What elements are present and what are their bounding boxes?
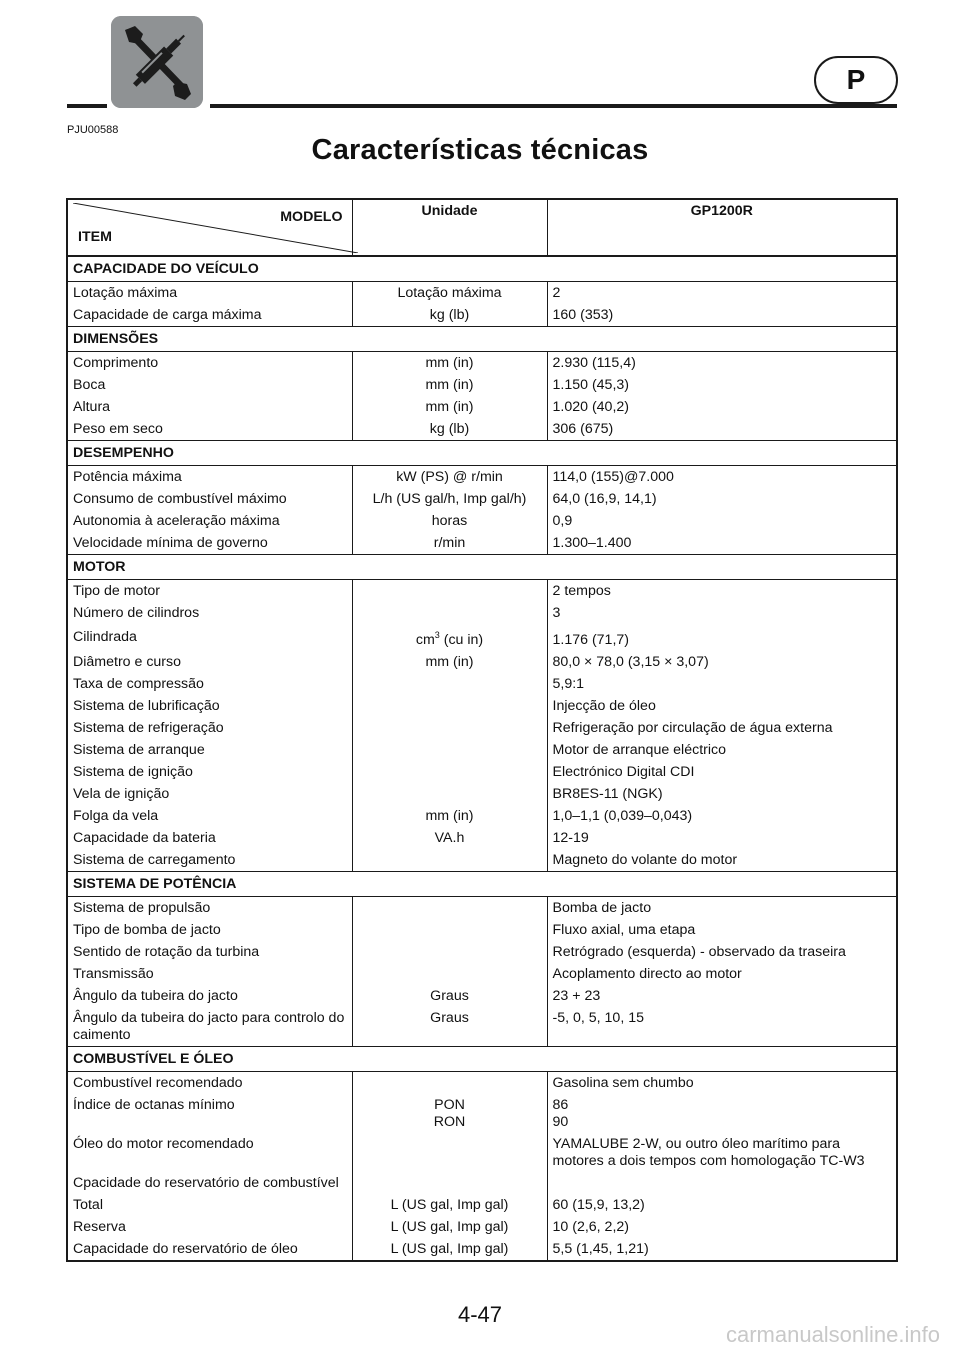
unit-cell: r/min [352, 532, 547, 555]
item-cell: Sistema de propulsão [73, 900, 211, 916]
unit-cell [352, 1172, 547, 1194]
table-row [67, 695, 897, 717]
unit-cell [352, 897, 547, 920]
value-cell: 2.930 (115,4) [552, 355, 636, 371]
unit-rest: (cu in) [439, 632, 484, 648]
unit-cell: kg (lb) [352, 418, 547, 441]
value-cell: Bomba de jacto [552, 900, 652, 916]
value-cell: 160 (353) [552, 307, 614, 323]
table-row [67, 1007, 897, 1047]
item-cell: Ângulo da tubeira do jacto para controlo do caimento [73, 1010, 345, 1043]
section-row [67, 1047, 897, 1072]
table-row [67, 1094, 897, 1133]
spec-table [66, 198, 898, 1262]
section-title: SISTEMA DE POTÊNCIA [67, 872, 897, 897]
table-row [67, 1172, 897, 1194]
value-cell: 23 + 23 [552, 988, 601, 1004]
table-row [67, 941, 897, 963]
value-cell: 1.150 (45,3) [552, 377, 630, 393]
value-cell: 1,0–1,1 (0,039–0,043) [552, 808, 693, 824]
watermark: carmanualsonline.info [725, 1322, 940, 1347]
value-cell: 5,9:1 [552, 676, 585, 692]
unit-cell [352, 717, 547, 739]
unit-cell [352, 739, 547, 761]
unit-cell [352, 941, 547, 963]
value-cell: Acoplamento directo ao motor [552, 966, 742, 982]
value-cell: -5, 0, 5, 10, 15 [552, 1010, 644, 1026]
unit-cell [352, 580, 547, 603]
unit-header: Unidade [352, 199, 547, 256]
table-row [67, 580, 897, 603]
item-cell: Total [73, 1197, 103, 1213]
section-row [67, 256, 897, 282]
unit-line: RON [433, 1114, 466, 1130]
unit-cell [352, 963, 547, 985]
table-row [67, 466, 897, 489]
item-cell: Sentido de rotação da turbina [73, 944, 260, 960]
item-cell: Tipo de motor [73, 583, 161, 599]
value-cell: 1.176 (71,7) [552, 632, 630, 648]
value-cell: 1.300–1.400 [552, 535, 632, 551]
table-row [67, 418, 897, 441]
item-cell: Capacidade de carga máxima [73, 307, 262, 323]
diagonal-header-cell [67, 199, 352, 256]
value-cell: 0,9 [552, 513, 573, 529]
wrench-syringe-icon [111, 16, 203, 108]
item-cell: Óleo do motor recomendado [73, 1136, 254, 1152]
item-cell: Comprimento [73, 355, 159, 371]
table-row [67, 897, 897, 920]
unit-cell: L/h (US gal/h, Imp gal/h) [352, 488, 547, 510]
value-cell: 60 (15,9, 13,2) [552, 1197, 645, 1213]
item-label: ITEM [78, 229, 112, 245]
item-cell: Sistema de carregamento [73, 852, 236, 868]
table-row [67, 304, 897, 327]
value-cell [547, 1094, 897, 1133]
item-cell: Sistema de arranque [73, 742, 205, 758]
unit-cell [352, 1133, 547, 1172]
section-title: COMBUSTÍVEL E ÓLEO [67, 1047, 897, 1072]
value-cell: Magneto do volante do motor [552, 852, 738, 868]
table-row [67, 602, 897, 624]
unit-line: PON [434, 1097, 465, 1113]
item-cell: Cilindrada [73, 629, 137, 645]
unit-cell [352, 919, 547, 941]
item-cell: Número de cilindros [73, 605, 200, 621]
table-row [67, 1133, 897, 1172]
item-cell: Cpacidade do reservatório de combustível [73, 1175, 339, 1191]
unit-cell [352, 673, 547, 695]
value-cell [547, 1172, 897, 1194]
unit-cell [352, 695, 547, 717]
value-cell: 80,0 × 78,0 (3,15 × 3,07) [552, 654, 709, 670]
item-cell: Diâmetro e curso [73, 654, 182, 670]
value-cell: BR8ES-11 (NGK) [552, 786, 663, 802]
item-cell: Ângulo da tubeira do jacto [73, 988, 238, 1004]
unit-superscript: 3 [434, 630, 440, 640]
table-row [67, 963, 897, 985]
table-row [67, 352, 897, 375]
value-cell: 2 [552, 285, 561, 301]
table-row [67, 282, 897, 305]
value-cell: Retrógrado (esquerda) - observado da traseira [552, 944, 846, 960]
unit-cell: horas [352, 510, 547, 532]
item-cell: Altura [73, 399, 111, 415]
table-row [67, 849, 897, 872]
item-cell: Potência máxima [73, 469, 182, 485]
header-rule-left [67, 104, 107, 108]
value-line: 90 [552, 1114, 569, 1130]
value-cell: Fluxo axial, uma etapa [552, 922, 696, 938]
item-cell: Tipo de bomba de jacto [73, 922, 221, 938]
unit-cell [352, 761, 547, 783]
item-cell: Reserva [73, 1219, 126, 1235]
item-cell: Velocidade mínima de governo [73, 535, 268, 551]
item-cell: Boca [73, 377, 106, 393]
value-line: 86 [552, 1097, 569, 1113]
unit-cell: mm (in) [352, 396, 547, 418]
table-row [67, 624, 897, 651]
unit-cell: VA.h [352, 827, 547, 849]
value-cell: 114,0 (155)@7.000 [552, 469, 674, 485]
value-cell: 5,5 (1,45, 1,21) [552, 1241, 649, 1257]
table-row [67, 1216, 897, 1238]
unit-cell: kg (lb) [352, 304, 547, 327]
page-title: Características técnicas [311, 134, 649, 166]
item-cell: Consumo de combustível máximo [73, 491, 287, 507]
value-cell: 12-19 [552, 830, 589, 846]
table-row [67, 739, 897, 761]
page-number: 4-47 [457, 1302, 503, 1327]
table-row [67, 1072, 897, 1095]
table-row [67, 510, 897, 532]
table-row [67, 827, 897, 849]
unit-cell: L (US gal, Imp gal) [352, 1238, 547, 1261]
item-cell: Capacidade do reservatório de óleo [73, 1241, 298, 1257]
item-cell: Sistema de refrigeração [73, 720, 224, 736]
section-title: DIMENSÕES [67, 327, 897, 352]
item-cell: Sistema de lubrificação [73, 698, 220, 714]
section-row [67, 872, 897, 897]
item-cell: Combustível recomendado [73, 1075, 243, 1091]
unit-cell: mm (in) [352, 352, 547, 375]
unit-cell: Graus [352, 1007, 547, 1047]
item-cell: Vela de ignição [73, 786, 170, 802]
section-row [67, 555, 897, 580]
section-title: CAPACIDADE DO VEÍCULO [67, 256, 897, 282]
table-row [67, 1194, 897, 1216]
unit-cell: mm (in) [352, 374, 547, 396]
unit-cell [352, 1072, 547, 1095]
model-header: GP1200R [547, 199, 897, 256]
unit-cell [352, 849, 547, 872]
table-row [67, 761, 897, 783]
section-badge: P [814, 56, 898, 104]
value-cell: Gasolina sem chumbo [552, 1075, 694, 1091]
section-row [67, 327, 897, 352]
value-cell: Electrónico Digital CDI [552, 764, 695, 780]
table-row [67, 783, 897, 805]
item-cell: Peso em seco [73, 421, 163, 437]
value-cell: YAMALUBE 2-W, ou outro óleo marítimo para motores a dois tempos com homologação TC-W3 [552, 1136, 865, 1169]
table-row [67, 1238, 897, 1261]
table-row [67, 374, 897, 396]
table-row [67, 717, 897, 739]
section-title: MOTOR [67, 555, 897, 580]
table-header-row [67, 199, 897, 256]
value-cell: Motor de arranque eléctrico [552, 742, 726, 758]
unit-base: cm [415, 632, 435, 648]
value-cell: Injecção de óleo [552, 698, 656, 714]
value-cell: 3 [552, 605, 561, 621]
unit-cell: L (US gal, Imp gal) [352, 1194, 547, 1216]
value-cell: Refrigeração por circulação de água externa [552, 720, 833, 736]
item-cell: Índice de octanas mínimo [73, 1097, 235, 1113]
unit-cell: kW (PS) @ r/min [352, 466, 547, 489]
value-cell: 64,0 (16,9, 14,1) [552, 491, 657, 507]
table-row [67, 651, 897, 673]
item-cell: Lotação máxima [73, 285, 178, 301]
unit-cell: mm (in) [352, 805, 547, 827]
value-cell: 2 tempos [552, 583, 611, 599]
unit-cell: mm (in) [352, 651, 547, 673]
item-cell: Autonomia à aceleração máxima [73, 513, 280, 529]
header-rule-right [210, 104, 897, 108]
table-row [67, 805, 897, 827]
unit-cell: Graus [352, 985, 547, 1007]
doc-code: PJU00588 [67, 124, 119, 136]
table-row [67, 396, 897, 418]
unit-cell: L (US gal, Imp gal) [352, 1216, 547, 1238]
model-label: MODELO [280, 209, 343, 225]
unit-cell [352, 1094, 547, 1133]
section-row [67, 441, 897, 466]
section-title: DESEMPENHO [67, 441, 897, 466]
table-row [67, 985, 897, 1007]
table-row [67, 532, 897, 555]
unit-cell [352, 783, 547, 805]
unit-cell [352, 602, 547, 624]
table-row [67, 673, 897, 695]
item-cell: Folga da vela [73, 808, 159, 824]
value-cell: 10 (2,6, 2,2) [552, 1219, 630, 1235]
item-cell: Capacidade da bateria [73, 830, 216, 846]
table-row [67, 488, 897, 510]
item-cell: Transmissão [73, 966, 154, 982]
item-cell: Sistema de ignição [73, 764, 193, 780]
value-cell: 1.020 (40,2) [552, 399, 630, 415]
unit-cell: Lotação máxima [352, 282, 547, 305]
table-row [67, 919, 897, 941]
unit-cell [352, 624, 547, 651]
item-cell: Taxa de compressão [73, 676, 204, 692]
value-cell: 306 (675) [552, 421, 614, 437]
